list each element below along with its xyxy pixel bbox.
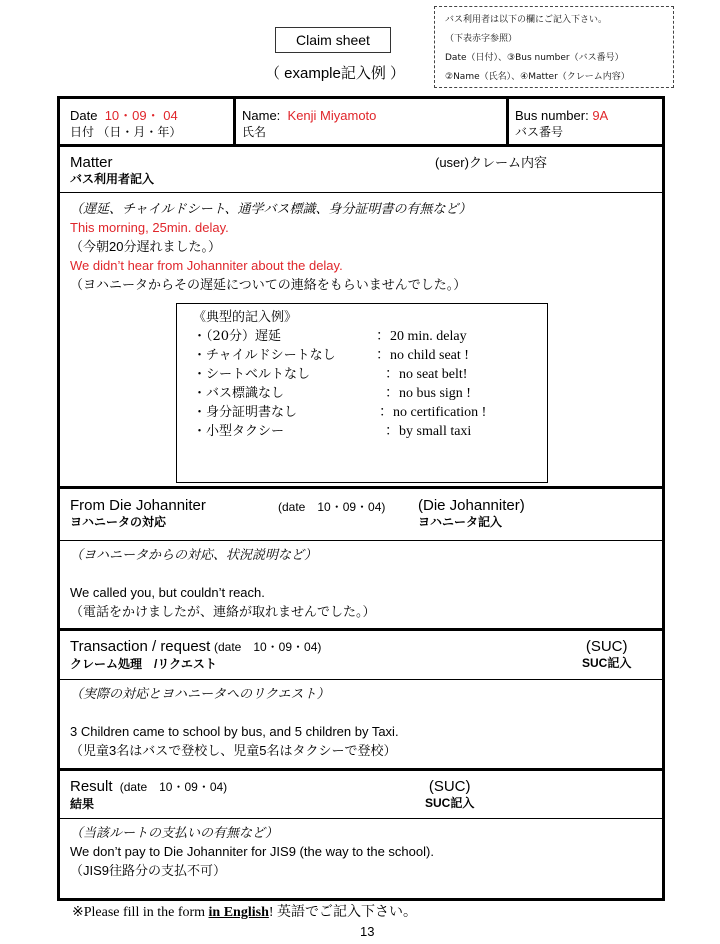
transaction-role-block <box>582 638 631 672</box>
result-line: （JIS9往路分の支払不可） <box>70 863 227 878</box>
matter-body[interactable] <box>70 199 471 294</box>
transaction-jp-role: SUC記入 <box>582 656 632 670</box>
divider <box>60 679 662 680</box>
date-field[interactable] <box>70 107 181 141</box>
transaction-date: (date 10・09・04) <box>213 640 322 654</box>
result-header <box>70 778 227 813</box>
result-jp-role: SUC記入 <box>425 796 475 810</box>
date-jp-label: 日付 （日・月・年） <box>70 125 182 139</box>
instruction-line: バス利用者は以下の欄にご記入下さい。 <box>445 15 608 25</box>
name-field[interactable] <box>242 107 376 141</box>
example-title: 《典型的記入例》 <box>193 310 298 325</box>
footer-note: ※Please fill in the form in English! 英語でご記入下さい。 <box>72 905 418 920</box>
result-line: We don’t pay to Die Johanniter for JIS9 (the way to the school). <box>70 844 434 859</box>
johanniter-line: We called you, but couldn’t reach. <box>70 585 265 600</box>
johanniter-date: (date 10・09・04) <box>278 500 386 514</box>
divider <box>60 192 662 193</box>
bus-number-value: 9A <box>592 108 609 123</box>
johanniter-body[interactable] <box>70 545 376 621</box>
page-number: 13 <box>360 924 375 939</box>
name-value: Kenji Miyamoto <box>287 108 377 123</box>
johanniter-hint: （ヨハニータからの対応、状況説明など） <box>70 547 318 562</box>
claim-form <box>57 96 665 901</box>
matter-line: This morning, 25min. delay. <box>70 220 229 235</box>
transaction-jp-subtitle: クレーム処理 /リクエスト <box>70 657 217 671</box>
johanniter-jp-role: ヨハニータ記入 <box>418 515 503 529</box>
example-item: ・チャイルドシートなし ：no child seat ! <box>193 348 469 363</box>
example-box <box>176 303 548 483</box>
name-label: Name: <box>242 108 281 123</box>
transaction-header <box>70 638 321 673</box>
matter-hint: （遅延、チャイルドシート、通学バス標識、身分証明書の有無など） <box>70 201 472 216</box>
date-label: Date <box>70 108 98 123</box>
bus-number-field[interactable] <box>515 107 608 141</box>
result-body[interactable] <box>70 823 434 880</box>
example-item: ・身分証明書なし ：no certification ! <box>193 405 487 420</box>
instruction-line: ②Name（氏名）、④Matter（クレーム内容） <box>445 72 630 82</box>
result-title: Result <box>70 778 113 795</box>
johanniter-role: (Die Johanniter) <box>418 497 525 514</box>
result-jp-subtitle: 結果 <box>70 797 95 811</box>
transaction-role: (SUC) <box>585 638 628 655</box>
date-value: 10・09・ 04 <box>104 108 178 123</box>
example-item: ・バス標識なし ：no bus sign ! <box>193 386 471 401</box>
divider <box>60 818 662 819</box>
divider <box>60 768 662 771</box>
bus-number-label: Bus number: <box>515 108 589 123</box>
matter-header <box>70 154 154 188</box>
example-item: ・シートベルトなし ：no seat belt! <box>193 367 468 382</box>
name-jp-label: 氏名 <box>242 125 267 139</box>
transaction-title: Transaction / request <box>70 638 211 655</box>
johanniter-header <box>70 497 206 531</box>
instructions-box <box>434 6 674 88</box>
column-divider <box>233 99 236 146</box>
result-hint: （当該ルートの支払いの有無など） <box>70 825 279 840</box>
page-subtitle: （ example記入例 ） <box>264 65 406 82</box>
matter-jp-subtitle: バス利用者記入 <box>70 172 155 186</box>
johanniter-jp-subtitle: ヨハニータの対応 <box>70 515 167 529</box>
divider <box>60 144 662 147</box>
matter-line: （今朝20分遅れました。） <box>70 239 221 254</box>
result-role-block <box>425 778 474 812</box>
instruction-line: （下表赤字参照） <box>445 34 518 44</box>
transaction-line: （児童3名はバスで登校し、児童5名はタクシーで登校） <box>70 743 397 758</box>
matter-role: (user)クレーム内容 <box>435 155 547 170</box>
johanniter-title: From Die Johanniter <box>70 497 206 514</box>
example-item: ・小型タクシー ：by small taxi <box>193 424 472 439</box>
matter-line: （ヨハニータからその遅延についての連絡をもらいませんでした。） <box>70 277 467 292</box>
footer-emphasis: in English <box>208 905 269 920</box>
matter-title: Matter <box>70 154 113 171</box>
bus-number-jp-label: バス番号 <box>515 125 564 139</box>
transaction-body[interactable] <box>70 684 399 760</box>
result-date: (date 10・09・04) <box>119 780 228 794</box>
divider <box>60 486 662 489</box>
johanniter-line: （電話をかけましたが、連絡が取れませんでした。） <box>70 604 376 619</box>
instruction-line: Date（日付）、③Bus number（バス番号） <box>445 53 624 63</box>
result-role: (SUC) <box>428 778 471 795</box>
page-title: Claim sheet <box>275 27 391 53</box>
johanniter-role-block <box>418 497 525 531</box>
divider <box>60 628 662 631</box>
column-divider <box>506 99 509 146</box>
transaction-line: 3 Children came to school by bus, and 5 children by Taxi. <box>70 724 399 739</box>
transaction-hint: （実際の対応とヨハニータへのリクエスト） <box>70 686 330 701</box>
divider <box>60 540 662 541</box>
example-item: ・（20分）遅延 ：20 min. delay <box>193 329 467 344</box>
matter-line: We didn’t hear from Johanniter about the delay. <box>70 258 343 273</box>
